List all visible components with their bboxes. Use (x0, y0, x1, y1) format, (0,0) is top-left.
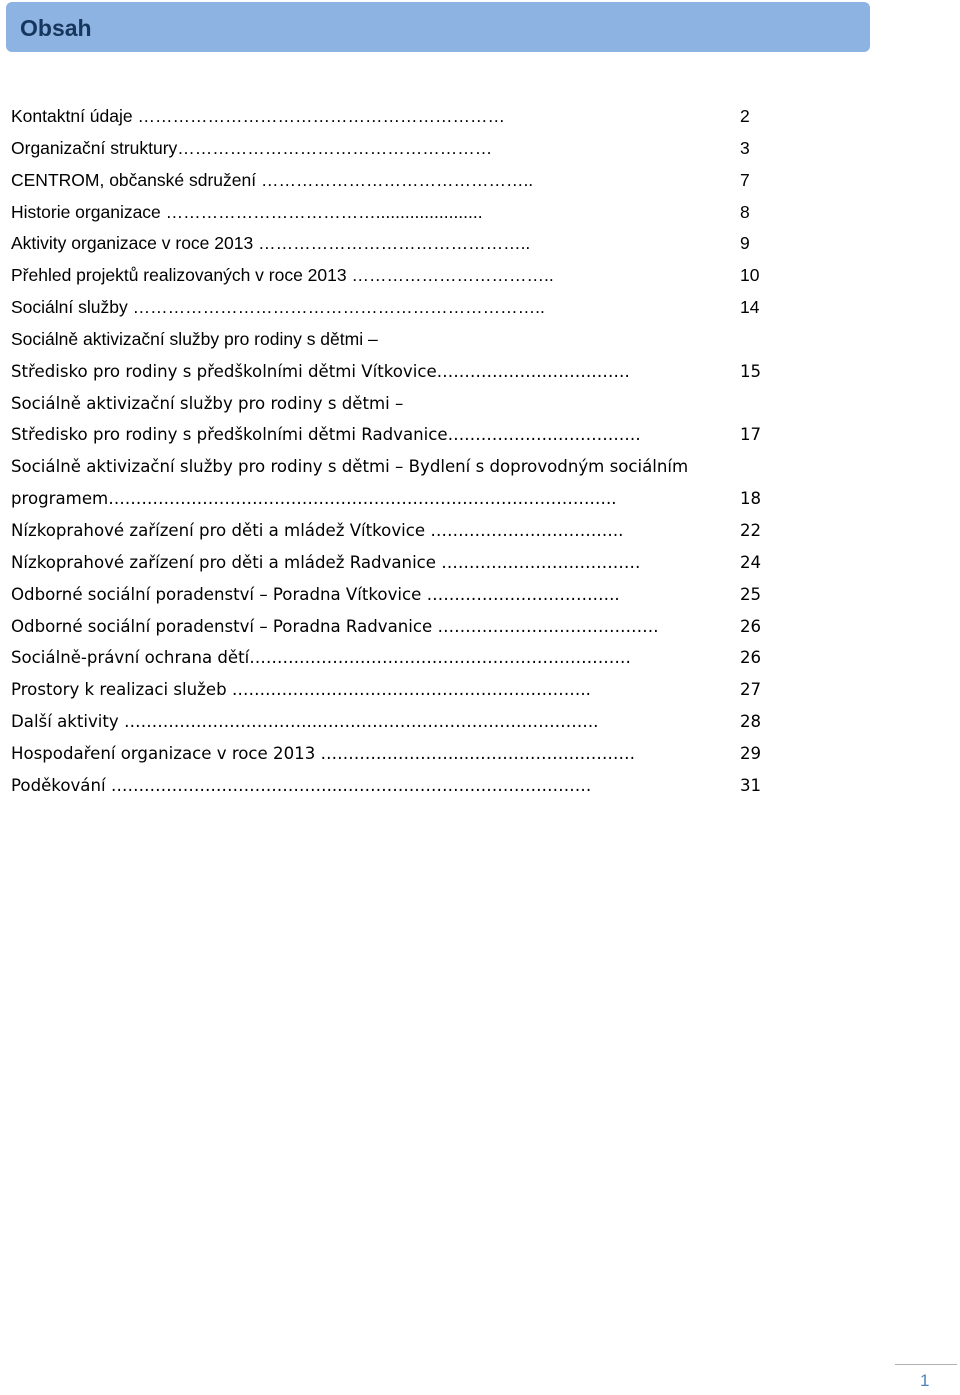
toc-entry-title: Sociálně aktivizační služby pro rodiny s dětmi – Bydlení s doprovodným sociálním (11, 457, 689, 477)
table-of-contents (11, 101, 771, 802)
toc-entry[interactable] (11, 356, 771, 388)
toc-entry-title: Aktivity organizace v roce 2013 ……………………………………….. (11, 233, 531, 254)
toc-entry[interactable] (11, 738, 771, 770)
footer-page-number: 1 (920, 1371, 930, 1390)
toc-entry-title: programem……………………………………………………………………………….. (11, 489, 617, 509)
toc-entry-page: 29 (740, 743, 762, 763)
toc-entry-title: Organizační struktury……………………………………………… (11, 137, 493, 158)
contents-heading-banner (6, 2, 870, 52)
toc-entry-title: CENTROM, občanské sdružení ……………………………………….. (11, 169, 534, 190)
toc-entry-heading-line (11, 324, 771, 356)
toc-entry-title: Sociálně aktivizační služby pro rodiny s dětmi – (11, 393, 404, 413)
toc-entry[interactable] (11, 292, 771, 324)
toc-entry-page: 22 (740, 520, 762, 540)
toc-entry[interactable] (11, 611, 771, 643)
toc-entry[interactable] (11, 101, 771, 133)
toc-entry-title: Hospodaření organizace v roce 2013 ……………………...………………………… (11, 743, 636, 763)
toc-entry-title: Sociální služby …………………………………………………………….. (11, 297, 545, 318)
footer-divider (895, 1364, 957, 1365)
toc-entry-page: 24 (740, 552, 762, 572)
toc-entry-page: 9 (740, 233, 750, 254)
toc-entry-heading-line (11, 451, 771, 483)
toc-entry-page: 26 (740, 616, 762, 636)
toc-entry-title: Prostory k realizaci služeb ……………………………………………………….. (11, 680, 591, 700)
contents-heading-title: Obsah (20, 14, 92, 41)
toc-entry-page: 7 (740, 169, 750, 190)
toc-entry[interactable] (11, 770, 771, 802)
toc-entry-title: Sociálně-právní ochrana dětí…………………………………………………………… (11, 648, 631, 668)
toc-entry-page: 18 (740, 489, 762, 509)
toc-entry[interactable] (11, 674, 771, 706)
toc-entry[interactable] (11, 133, 771, 165)
toc-entry[interactable] (11, 483, 771, 515)
toc-entry-title: Středisko pro rodiny s předškolními dětmi Vítkovice……………….……………. (11, 361, 630, 381)
toc-entry[interactable] (11, 706, 771, 738)
toc-entry[interactable] (11, 515, 771, 547)
toc-entry-page: 31 (740, 775, 762, 795)
toc-entry-title: Další aktivity ……………………………...………………………………………….. (11, 712, 599, 732)
toc-entry-page: 10 (740, 265, 760, 286)
toc-entry-page: 14 (740, 297, 760, 318)
toc-entry-title: Odborné sociální poradenství – Poradna Vítkovice …………………………….. (11, 584, 620, 604)
toc-entry[interactable] (11, 165, 771, 197)
toc-entry-page: 17 (740, 425, 762, 445)
toc-entry-title: Středisko pro rodiny s předškolními dětmi Radvanice……………….……………. (11, 425, 641, 445)
toc-entry-title: Poděkování …………………………………...……………………………………… (11, 775, 592, 795)
toc-entry-page: 8 (740, 201, 750, 222)
toc-entry[interactable] (11, 547, 771, 579)
toc-entry-page: 28 (740, 712, 762, 732)
toc-entry[interactable] (11, 642, 771, 674)
toc-entry-page: 25 (740, 584, 762, 604)
toc-entry-title: Přehled projektů realizovaných v roce 2013 …………………………….. (11, 265, 554, 286)
toc-entry[interactable] (11, 228, 771, 260)
toc-entry[interactable] (11, 419, 771, 451)
toc-entry-title: Nízkoprahové zařízení pro děti a mládež Radvanice ……………………………… (11, 552, 641, 572)
toc-entry-title: Sociálně aktivizační služby pro rodiny s dětmi – (11, 328, 378, 349)
toc-entry-page: 3 (740, 137, 750, 158)
toc-entry-page: 2 (740, 106, 750, 126)
toc-entry-page: 26 (740, 648, 762, 668)
toc-entry[interactable] (11, 197, 771, 229)
toc-entry[interactable] (11, 579, 771, 611)
toc-entry-page: 27 (740, 680, 762, 700)
toc-entry-title: Odborné sociální poradenství – Poradna Radvanice …………………………………. (11, 616, 659, 636)
toc-entry[interactable] (11, 260, 771, 292)
toc-entry-title: Historie organizace ………………………………...................... (11, 201, 483, 222)
toc-entry-title: Nízkoprahové zařízení pro děti a mládež Vítkovice …………………………….. (11, 520, 624, 540)
toc-entry-heading-line (11, 388, 771, 420)
toc-entry-title: Kontaktní údaje ……………………………………………………… (11, 106, 505, 126)
toc-entry-page: 15 (740, 361, 762, 381)
